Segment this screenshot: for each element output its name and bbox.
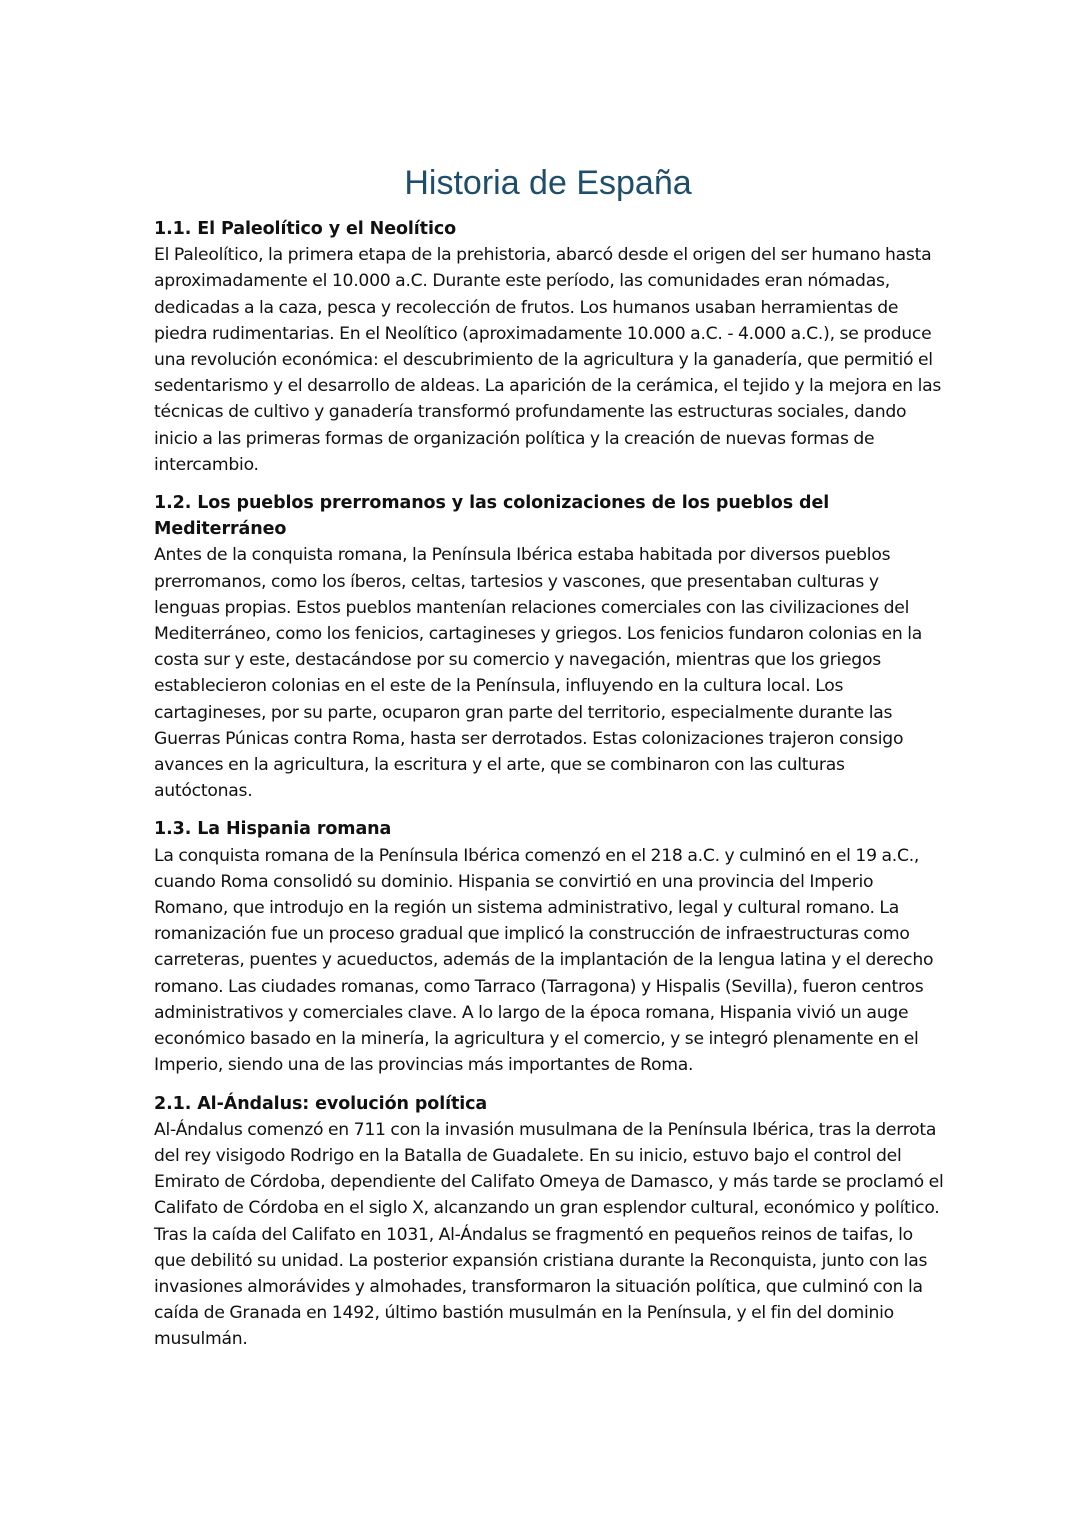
- section-paragraph: La conquista romana de la Península Ibérica comenzó en el 218 a.C. y culminó en el 19 a.C., cuando Roma consolidó su dominio. Hispania se convirtió en una provincia del Imperio Romano, que introdujo en la región un sistema administrativo, legal y cultural romano. La romanización fue un proceso gradual que implicó la construcción de infraestructuras como carreteras, puentes y acueductos, además de la implantación de la lengua latina y el derecho romano. Las ciudades romanas, como Tarraco (Tarragona) y Hispalis (Sevilla), fueron centros administrativos y comerciales clave. A lo largo de la época romana, Hispania vivió un auge económico basado en la minería, la agricultura y el comercio, y se integró plenamente en el Imperio, siendo una de las provincias más importantes de Roma.: [154, 845, 934, 1076]
- section-heading: 1.2. Los pueblos prerromanos y las colonizaciones de los pueblos del Mediterráneo: [154, 493, 830, 540]
- section-heading: 1.3. La Hispania romana: [154, 819, 392, 840]
- section-paleolitico-neolitico: [154, 216, 944, 478]
- section-paragraph: El Paleolítico, la primera etapa de la prehistoria, abarcó desde el origen del ser humano hasta aproximadamente el 10.000 a.C. Durante este período, las comunidades eran nómadas, dedicadas a la caza, pesca y recolección de frutos. Los humanos usaban herramientas de piedra rudimentarias. En el Neolítico (aproximadamente 10.000 a.C. - 4.000 a.C.), se produce una revolución económica: el descubrimiento de la agricultura y la ganadería, que permitió el sedentarismo y el desarrollo de aldeas. La aparición de la cerámica, el tejido y la mejora en las técnicas de cultivo y ganadería transformó profundamente las estructuras sociales, dando inicio a las primeras formas de organización política y la creación de nuevas formas de intercambio.: [154, 245, 942, 475]
- document-body: [154, 216, 944, 1365]
- section-al-andalus: [154, 1091, 944, 1353]
- section-hispania-romana: [154, 816, 944, 1078]
- section-heading: 2.1. Al-Ándalus: evolución política: [154, 1093, 488, 1114]
- section-paragraph: Antes de la conquista romana, la Península Ibérica estaba habitada por diversos pueblos prerromanos, como los íberos, celtas, tartesios y vascones, que presentaban culturas y lenguas propias. Estos pueblos mantenían relaciones comerciales con las civilizaciones del Mediterráneo, como los fenicios, cartagineses y griegos. Los fenicios fundaron colonias en la costa sur y este, destacándose por su comercio y navegación, mientras que los griegos establecieron colonias en el este de la Península, influyendo en la cultura local. Los cartagineses, por su parte, ocuparon gran parte del territorio, especialmente durante las Guerras Púnicas contra Roma, hasta ser derrotados. Estas colonizaciones trajeron consigo avances en la agricultura, la escritura y el arte, que se combinaron con las culturas autóctonas.: [154, 545, 923, 802]
- section-pueblos-prerromanos: [154, 490, 944, 804]
- section-heading: 1.1. El Paleolítico y el Neolítico: [154, 219, 457, 239]
- section-paragraph: Al-Ándalus comenzó en 711 con la invasión musulmana de la Península Ibérica, tras la derrota del rey visigodo Rodrigo en la Batalla de Guadalete. En su inicio, estuvo bajo el control del Emirato de Córdoba, dependiente del Califato Omeya de Damasco, y más tarde se proclamó el Califato de Córdoba en el siglo X, alcanzando un gran esplendor cultural, económico y político. Tras la caída del Califato en 1031, Al-Ándalus se fragmentó en pequeños reinos de taifas, lo que debilitó su unidad. La posterior expansión cristiana durante la Reconquista, junto con las invasiones almorávides y almohades, transformaron la situación política, que culminó con la caída de Granada en 1492, último bastión musulmán en la Península, y el fin del dominio musulmán.: [154, 1119, 944, 1350]
- document-title: Historia de España: [404, 164, 692, 202]
